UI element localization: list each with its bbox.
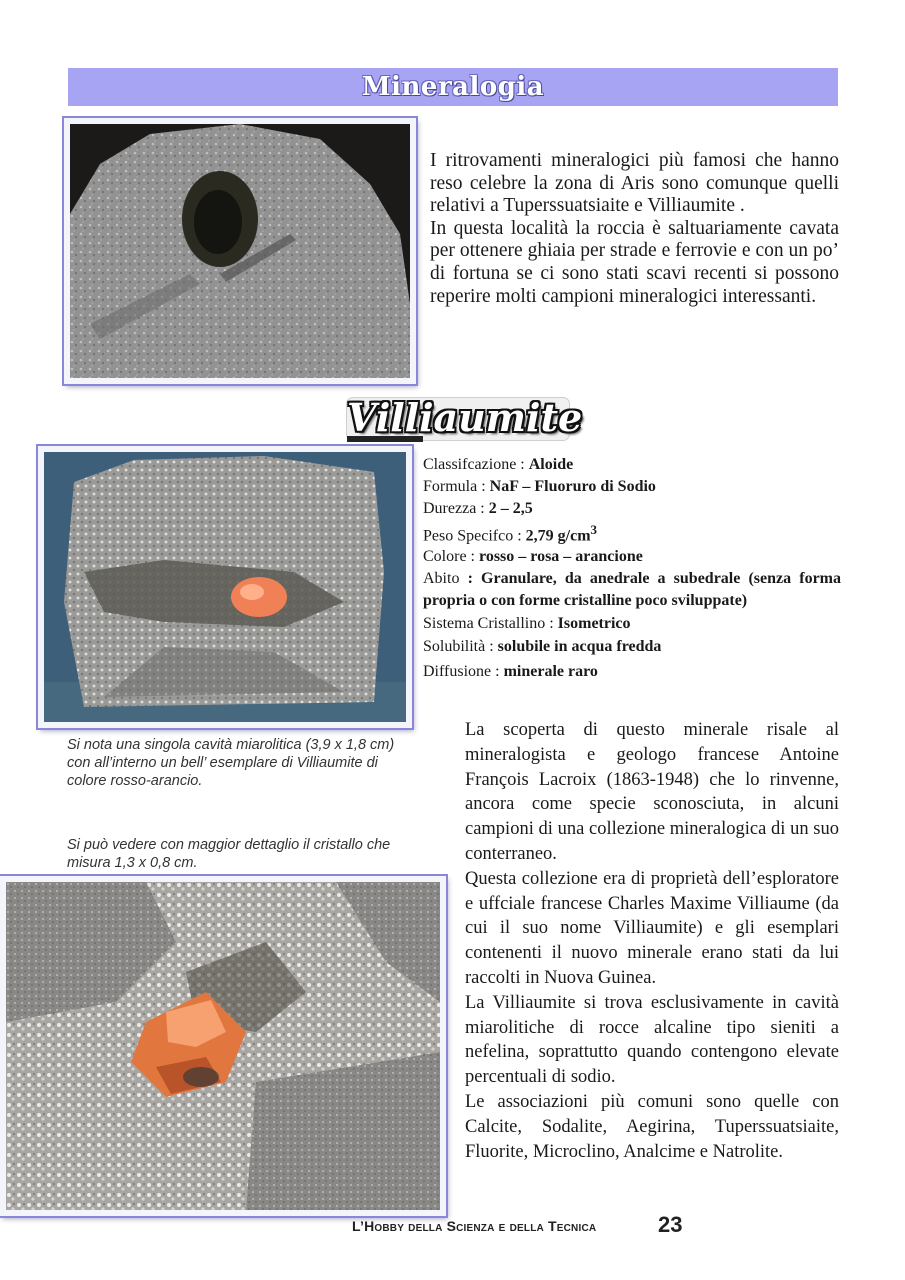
- property-specific-gravity: Peso Specifco : 2,79 $g/cm^3$: [423, 522, 598, 545]
- intro-paragraph: In questa località la roccia è saltuariamente cavata per ottenere ghiaia per strade e ferrovie e con un po’ di fortuna se ci sono stati scavi recenti si possono reperire molti campioni mineralogici interessanti.: [430, 217, 839, 307]
- discovery-text: [465, 718, 839, 1164]
- property-diffusion: Diffusione : minerale raro: [423, 663, 598, 681]
- intro-paragraph: I ritrovamenti mineralogici più famosi che hanno reso celebre la zona di Aris sono comunque quelli relativi a Tuperssuatsiaite e Villiaumite .: [430, 150, 839, 217]
- property-formula: Formula : NaF – Fluoruro di Sodio: [423, 478, 656, 495]
- property-crystal-system: Sistema Cristallino : Isometrico: [423, 615, 631, 633]
- crystal-closeup-photo: [0, 876, 446, 1216]
- property-habit: Abito : Granulare, da anedrale a subedrale (senza forma propria o con forme cristalline poco sviluppate): [423, 570, 842, 610]
- property-classification: Classifcazione : Aloide: [423, 456, 574, 473]
- property-solubility: Solubilità : solubile in acqua fredda: [423, 638, 662, 656]
- intro-text: [430, 150, 839, 308]
- publication-name: L’Hobby della Scienza e della Tecnica: [352, 1218, 597, 1234]
- story-paragraph: Le associazioni più comuni sono quelle con Calcite, Sodalite, Aegirina, Tuperssuatsiaite, Fluorite, Microclino, Analcime e Natrolite.: [465, 1091, 839, 1162]
- page-footer: [352, 1212, 692, 1240]
- mineral-title: Villiaumite: [347, 395, 583, 440]
- property-color: Colore : rosso – rosa – arancione: [423, 548, 643, 566]
- rock-cavity-photo: [64, 118, 416, 384]
- story-paragraph: La Villiaumite si trova esclusivamente in cavità miarolitiche di rocce alcaline tipo sieniti a nefelina, soprattutto quando contengono elevate percentuali di sodio.: [465, 992, 839, 1088]
- property-list: [423, 454, 841, 685]
- photo-caption: Si nota una singola cavità miarolitica (3,9 x 1,8 cm) con all’interno un bell’ esemplare di Villiaumite di colore rosso-arancio.: [67, 737, 395, 789]
- specimen-photo: [38, 446, 412, 728]
- story-paragraph: La scoperta di questo minerale risale al mineralogista e geologo francese Antoine François Lacroix (1863-1948) che lo rinvenne, ancora come specie sconosciuta, in alcuni campioni di una collezione mineralogica di un suo conterraneo.: [465, 720, 839, 864]
- page-number: 23: [658, 1212, 683, 1237]
- photo-caption: Si può vedere con maggior dettaglio il cristallo che misura 1,3 x 0,8 cm.: [67, 837, 391, 871]
- section-title: Mineralogia: [361, 72, 545, 102]
- mineral-title-banner: [347, 395, 583, 444]
- section-header-band: [68, 68, 838, 106]
- property-hardness: Durezza : 2 – 2,5: [423, 500, 533, 517]
- story-paragraph: Questa collezione era di proprietà dell’esploratore e uffciale francese Charles Maxime Villiaume (da cui il suo nome Villiaumite) e gli esemplari contenenti il nuovo minerale erano stati da lui raccolti in Nuova Guinea.: [465, 868, 839, 988]
